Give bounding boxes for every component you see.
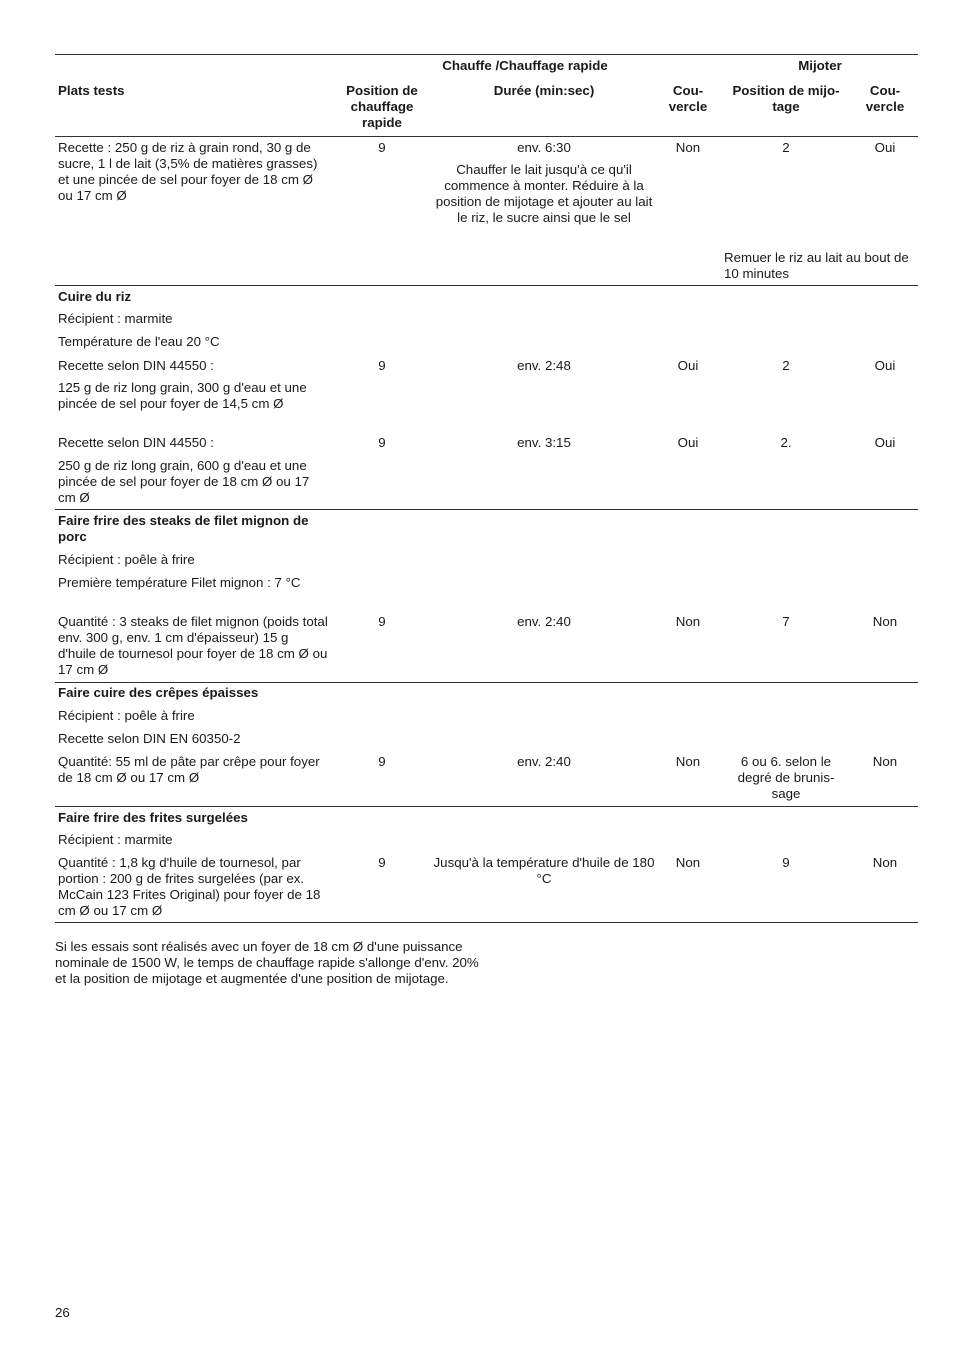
crepes-quantity: Quantité: 55 ml de pâte par crêpe pour foyer de 18 cm Ø ou 17 cm Ø (58, 754, 320, 785)
rice-title: Cuire du riz (58, 289, 132, 304)
rice-pudding-lid1: Non (675, 140, 701, 155)
fries-lid2: Non (872, 855, 898, 870)
rice-recipe1-text: 125 g de riz long grain, 300 g d'eau et une pincée de sel pour foyer de 14,5 cm Ø (58, 380, 307, 411)
header-lid1: Cou-vercle (668, 83, 708, 114)
crepes-position: 9 (378, 754, 386, 769)
rice-r2-lid1: Oui (677, 435, 699, 450)
steak-quantity: Quantité : 3 steaks de filet mignon (poids total env. 300 g, env. 1 cm d'épaisseur) 15 g d'huile de tournesol pour foyer de 18 cm Ø ou 17 cm Ø (58, 614, 328, 677)
rice-pudding-recipe: Recette : 250 g de riz à grain rond, 30 g de sucre, 1 l de lait (3,5% de matières grasses) et une pincée de sel pour foyer de 18 cm Ø ou 17 cm Ø (58, 140, 318, 203)
steak-lid1: Non (675, 614, 701, 629)
crepes-duration: env. 2:40 (517, 754, 571, 769)
steak-vessel: Récipient : poêle à frire (58, 552, 195, 567)
row-rule-rice (55, 285, 918, 286)
fries-position: 9 (378, 855, 386, 870)
header-lid2: Cou-vercle (865, 83, 905, 114)
rice-pudding-duration: env. 6:30 (517, 140, 571, 155)
rice-r2-simmer-position: 2. (780, 435, 792, 450)
rice-pudding-lid2: Oui (874, 140, 896, 155)
rice-r1-lid1: Oui (677, 358, 699, 373)
crepes-vessel: Récipient : poêle à frire (58, 708, 195, 723)
footnote: Si les essais sont réalisés avec un foyer de 18 cm Ø d'une puissance nominale de 1500 W, le temps de chauffage rapide s'allonge d'env. 20% et la position de mijotage et augmentée d'une position de mijotage. (55, 939, 479, 986)
fries-quantity: Quantité : 1,8 kg d'huile de tournesol, par portion : 200 g de frites surgelées (par ex. McCain 123 Frites Original) pour foyer de 18 cm Ø ou 17 cm Ø (58, 855, 321, 918)
crepes-recipe: Recette selon DIN EN 60350-2 (58, 731, 241, 746)
rice-temperature: Température de l'eau 20 °C (58, 334, 220, 349)
steak-position: 9 (378, 614, 386, 629)
crepes-simmer-position: 6 ou 6. selon le degré de brunis-sage (737, 754, 835, 801)
rice-pudding-simmer-position: 2 (782, 140, 790, 155)
crepes-lid2: Non (872, 754, 898, 769)
steak-lid2: Non (872, 614, 898, 629)
steak-temperature: Première température Filet mignon : 7 °C (58, 575, 301, 590)
row-rule-steak (55, 509, 918, 510)
crepes-title: Faire cuire des crêpes épaisses (58, 685, 259, 700)
header-bottom-rule (55, 136, 918, 137)
rice-recipe2-text: 250 g de riz long grain, 600 g d'eau et une pincée de sel pour foyer de 18 cm Ø ou 17 cm Ø (58, 458, 310, 505)
row-rule-crepes (55, 682, 918, 683)
rice-r1-duration: env. 2:48 (517, 358, 571, 373)
header-group-simmer: Mijoter (798, 58, 842, 73)
fries-title: Faire frire des frites surgelées (58, 810, 248, 825)
rice-recipe2-label: Recette selon DIN 44550 : (58, 435, 214, 450)
steak-title: Faire frire des steaks de filet mignon de porc (58, 513, 309, 544)
rice-r2-lid2: Oui (874, 435, 896, 450)
header-dishes: Plats tests (58, 83, 125, 98)
rice-r1-position: 9 (378, 358, 386, 373)
row-rule-fries (55, 806, 918, 807)
fries-vessel: Récipient : marmite (58, 832, 173, 847)
fries-duration: Jusqu'à la température d'huile de 180 °C (433, 855, 655, 886)
rice-vessel: Récipient : marmite (58, 311, 173, 326)
table-bottom-rule (55, 922, 918, 923)
steak-simmer-position: 7 (782, 614, 790, 629)
rice-recipe1-label: Recette selon DIN 44550 : (58, 358, 214, 373)
header-simmer-position: Position de mijo-tage (732, 83, 840, 114)
crepes-lid1: Non (675, 754, 701, 769)
rice-r2-duration: env. 3:15 (517, 435, 571, 450)
table-top-rule (55, 54, 918, 55)
rice-pudding-position: 9 (378, 140, 386, 155)
header-group-heat: Chauffe /Chauffage rapide (442, 58, 608, 73)
header-duration: Durée (min:sec) (493, 83, 595, 98)
fries-simmer-position: 9 (782, 855, 790, 870)
rice-pudding-simmer-note: Remuer le riz au lait au bout de 10 minutes (724, 250, 909, 281)
page-number: 26 (55, 1305, 70, 1320)
rice-r1-simmer-position: 2 (782, 358, 790, 373)
rice-r1-lid2: Oui (874, 358, 896, 373)
rice-pudding-duration-note: Chauffer le lait jusqu'à ce qu'il commence à monter. Réduire à la position de mijotage et ajouter au lait le riz, le sucre ainsi que le sel (435, 162, 653, 225)
fries-lid1: Non (675, 855, 701, 870)
header-position: Position de chauffage rapide (346, 83, 418, 130)
rice-r2-position: 9 (378, 435, 386, 450)
steak-duration: env. 2:40 (517, 614, 571, 629)
